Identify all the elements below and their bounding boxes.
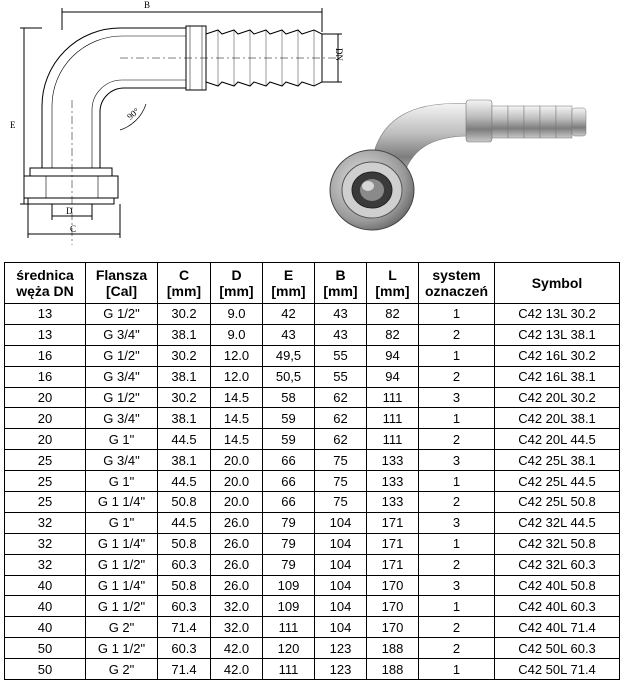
table-cell: G 3/4" [86, 408, 158, 429]
dim-label-e: E [10, 120, 16, 130]
table-cell: C42 50L 60.3 [495, 638, 620, 659]
table-cell: 2 [419, 366, 495, 387]
table-cell: 16 [5, 366, 86, 387]
table-cell: 94 [367, 366, 419, 387]
table-cell: C42 25L 50.8 [495, 492, 620, 513]
table-cell: G 1 1/4" [86, 575, 158, 596]
table-cell: 82 [367, 324, 419, 345]
technical-drawing [0, 0, 350, 250]
table-cell: C42 25L 44.5 [495, 471, 620, 492]
table-cell: 43 [315, 324, 367, 345]
table-cell: 75 [315, 471, 367, 492]
table-cell: G 1 1/4" [86, 533, 158, 554]
table-cell: 170 [367, 575, 419, 596]
table-cell: 2 [419, 324, 495, 345]
table-cell: 26.0 [211, 575, 263, 596]
table-cell: 79 [263, 512, 315, 533]
table-cell: 82 [367, 304, 419, 325]
table-cell: 32.0 [211, 617, 263, 638]
table-cell: 123 [315, 638, 367, 659]
table-cell: G 1 1/2" [86, 596, 158, 617]
table-cell: 16 [5, 345, 86, 366]
table-cell: 171 [367, 512, 419, 533]
table-row [5, 533, 620, 554]
table-cell: G 1 1/4" [86, 492, 158, 513]
header-l: L [mm] [367, 263, 419, 304]
table-cell: 32 [5, 533, 86, 554]
dim-label-c: C [70, 224, 77, 234]
table-cell: 38.1 [158, 366, 211, 387]
table-cell: 3 [419, 575, 495, 596]
table-cell: 60.3 [158, 638, 211, 659]
table-cell: 25 [5, 492, 86, 513]
table-cell: 32 [5, 512, 86, 533]
table-cell: 188 [367, 659, 419, 680]
table-cell: 14.5 [211, 429, 263, 450]
table-cell: 111 [263, 659, 315, 680]
table-cell: 9.0 [211, 324, 263, 345]
table-cell: 49,5 [263, 345, 315, 366]
table-cell: 1 [419, 471, 495, 492]
table-cell: 66 [263, 492, 315, 513]
table-cell: 171 [367, 554, 419, 575]
table-cell: 20.0 [211, 450, 263, 471]
table-cell: G 2" [86, 659, 158, 680]
header-b: B [mm] [315, 263, 367, 304]
header-system: system oznaczeń [419, 263, 495, 304]
table-cell: 59 [263, 408, 315, 429]
table-cell: 133 [367, 471, 419, 492]
table-cell: C42 50L 71.4 [495, 659, 620, 680]
table-cell: 44.5 [158, 512, 211, 533]
table-cell: G 2" [86, 617, 158, 638]
table-row [5, 492, 620, 513]
table-row [5, 617, 620, 638]
table-cell: 38.1 [158, 450, 211, 471]
table-cell: 20 [5, 408, 86, 429]
table-cell: 43 [263, 324, 315, 345]
table-cell: C42 40L 60.3 [495, 596, 620, 617]
table-cell: 62 [315, 408, 367, 429]
table-row [5, 450, 620, 471]
table-cell: 14.5 [211, 387, 263, 408]
table-cell: 26.0 [211, 533, 263, 554]
table-cell: 120 [263, 638, 315, 659]
table-cell: 104 [315, 617, 367, 638]
header-flansza: Flansza [Cal] [86, 263, 158, 304]
table-cell: 66 [263, 471, 315, 492]
table-cell: 170 [367, 596, 419, 617]
table-cell: 2 [419, 492, 495, 513]
table-cell: 2 [419, 554, 495, 575]
table-cell: 14.5 [211, 408, 263, 429]
table-cell: G 3/4" [86, 450, 158, 471]
table-cell: 50.8 [158, 492, 211, 513]
table-cell: 1 [419, 533, 495, 554]
table-cell: 62 [315, 387, 367, 408]
table-cell: 3 [419, 387, 495, 408]
table-cell: 59 [263, 429, 315, 450]
table-cell: 133 [367, 492, 419, 513]
table-cell: C42 40L 71.4 [495, 617, 620, 638]
table-row [5, 366, 620, 387]
table-cell: G 1" [86, 429, 158, 450]
table-cell: 3 [419, 450, 495, 471]
table-cell: 30.2 [158, 304, 211, 325]
table-row [5, 554, 620, 575]
table-cell: 44.5 [158, 471, 211, 492]
table-cell: 26.0 [211, 554, 263, 575]
table-cell: 55 [315, 366, 367, 387]
table-cell: 40 [5, 617, 86, 638]
table-cell: 38.1 [158, 408, 211, 429]
table-cell: 20.0 [211, 492, 263, 513]
table-cell: 44.5 [158, 429, 211, 450]
table-cell: C42 32L 44.5 [495, 512, 620, 533]
table-cell: C42 20L 38.1 [495, 408, 620, 429]
table-cell: 133 [367, 450, 419, 471]
table-cell: 104 [315, 533, 367, 554]
table-row [5, 429, 620, 450]
header-c: C [mm] [158, 263, 211, 304]
table-row [5, 512, 620, 533]
table-cell: G 3/4" [86, 324, 158, 345]
table-cell: 58 [263, 387, 315, 408]
table-cell: 12.0 [211, 345, 263, 366]
dim-label-b: B [144, 0, 151, 10]
table-cell: 13 [5, 324, 86, 345]
table-cell: 1 [419, 659, 495, 680]
table-row [5, 596, 620, 617]
table-cell: 1 [419, 596, 495, 617]
table-cell: 111 [263, 617, 315, 638]
table-cell: 111 [367, 387, 419, 408]
table-cell: 60.3 [158, 554, 211, 575]
table-cell: G 1/2" [86, 304, 158, 325]
table-cell: C42 25L 38.1 [495, 450, 620, 471]
table-cell: G 1" [86, 471, 158, 492]
table-cell: 109 [263, 575, 315, 596]
table-body [5, 304, 620, 680]
table-cell: 20 [5, 387, 86, 408]
table-cell: 26.0 [211, 512, 263, 533]
table-row [5, 408, 620, 429]
table-cell: C42 16L 30.2 [495, 345, 620, 366]
table-cell: 66 [263, 450, 315, 471]
table-cell: 32.0 [211, 596, 263, 617]
header-symbol: Symbol [495, 263, 620, 304]
table-cell: 171 [367, 533, 419, 554]
dim-label-d: D [66, 206, 73, 216]
table-cell: 75 [315, 492, 367, 513]
table-cell: 55 [315, 345, 367, 366]
table-cell: 1 [419, 408, 495, 429]
table-cell: 62 [315, 429, 367, 450]
header-d: D [mm] [211, 263, 263, 304]
table-row [5, 324, 620, 345]
table-cell: C42 13L 30.2 [495, 304, 620, 325]
table-cell: 38.1 [158, 324, 211, 345]
header-srednica: średnica węża DN [5, 263, 86, 304]
table-cell: C42 16L 38.1 [495, 366, 620, 387]
table-cell: 42.0 [211, 638, 263, 659]
table-cell: C42 32L 50.8 [495, 533, 620, 554]
table-row [5, 659, 620, 680]
table-row [5, 387, 620, 408]
table-cell: 79 [263, 533, 315, 554]
table-cell: 25 [5, 471, 86, 492]
table-cell: G 1/2" [86, 345, 158, 366]
table-row [5, 638, 620, 659]
table-cell: 13 [5, 304, 86, 325]
table-header-row [5, 263, 620, 304]
table-cell: 123 [315, 659, 367, 680]
table-cell: G 1" [86, 512, 158, 533]
table-cell: 50 [5, 659, 86, 680]
table-cell: 20.0 [211, 471, 263, 492]
table-cell: 2 [419, 638, 495, 659]
table-cell: 50 [5, 638, 86, 659]
table-cell: 30.2 [158, 345, 211, 366]
table-cell: 170 [367, 617, 419, 638]
table-cell: 42.0 [211, 659, 263, 680]
table-cell: C42 32L 60.3 [495, 554, 620, 575]
table-cell: 79 [263, 554, 315, 575]
table-cell: 109 [263, 596, 315, 617]
table-cell: 71.4 [158, 617, 211, 638]
table-cell: 50.8 [158, 533, 211, 554]
table-cell: 111 [367, 429, 419, 450]
table-cell: 30.2 [158, 387, 211, 408]
table-cell: 40 [5, 575, 86, 596]
table-cell: 50.8 [158, 575, 211, 596]
table-row [5, 471, 620, 492]
table-cell: C42 20L 44.5 [495, 429, 620, 450]
table-cell: C42 13L 38.1 [495, 324, 620, 345]
table-cell: 32 [5, 554, 86, 575]
table-cell: C42 20L 30.2 [495, 387, 620, 408]
table-cell: 2 [419, 429, 495, 450]
table-cell: 2 [419, 617, 495, 638]
table-cell: 188 [367, 638, 419, 659]
table-cell: 9.0 [211, 304, 263, 325]
table-cell: 43 [315, 304, 367, 325]
angle-label: 90° [125, 105, 142, 122]
table-cell: 1 [419, 345, 495, 366]
product-photo [310, 40, 600, 240]
table-cell: G 1 1/2" [86, 638, 158, 659]
table-cell: 104 [315, 554, 367, 575]
header-e: E [mm] [263, 263, 315, 304]
table-row [5, 575, 620, 596]
table-cell: 42 [263, 304, 315, 325]
table-cell: 75 [315, 450, 367, 471]
table-cell: 104 [315, 575, 367, 596]
table-cell: G 1 1/2" [86, 554, 158, 575]
table-cell: 60.3 [158, 596, 211, 617]
table-cell: 94 [367, 345, 419, 366]
table-cell: 20 [5, 429, 86, 450]
table-cell: 25 [5, 450, 86, 471]
spec-table [4, 262, 620, 680]
table-cell: 12.0 [211, 366, 263, 387]
table-cell: 1 [419, 304, 495, 325]
dim-label-dn: DN [334, 48, 344, 61]
table-cell: 50,5 [263, 366, 315, 387]
table-cell: G 3/4" [86, 366, 158, 387]
table-cell: 111 [367, 408, 419, 429]
table-row [5, 304, 620, 325]
table-cell: C42 40L 50.8 [495, 575, 620, 596]
table-row [5, 345, 620, 366]
table-cell: 71.4 [158, 659, 211, 680]
table-cell: 40 [5, 596, 86, 617]
table-cell: G 1/2" [86, 387, 158, 408]
table-cell: 104 [315, 596, 367, 617]
table-cell: 104 [315, 512, 367, 533]
table-cell: 3 [419, 512, 495, 533]
